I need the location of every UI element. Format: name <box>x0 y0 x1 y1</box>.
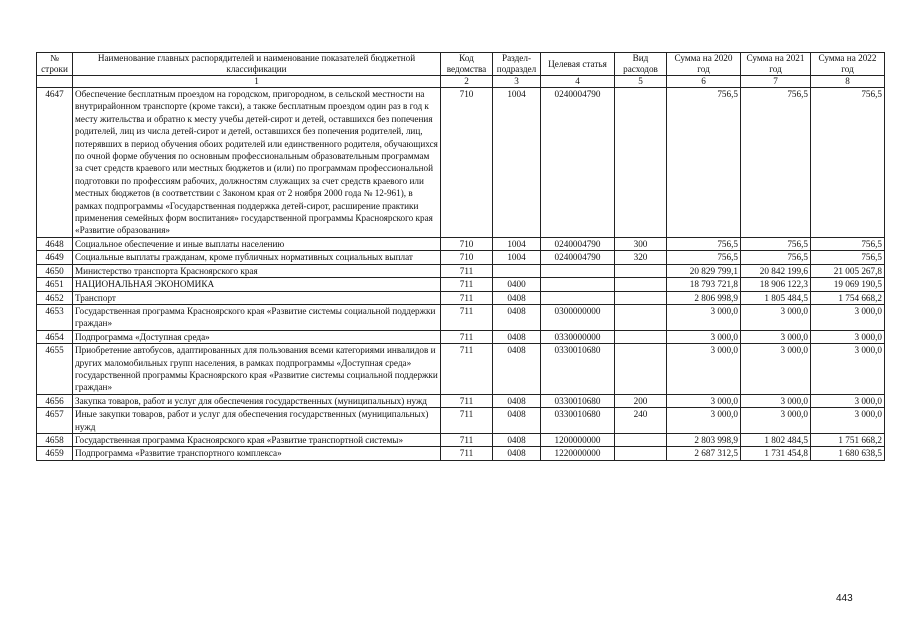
row-sum-2021: 1 802 484,5 <box>741 433 811 446</box>
row-sum-2021: 20 842 199,6 <box>741 264 811 277</box>
row-target: 1200000000 <box>541 433 615 446</box>
row-sum-2022: 3 000,0 <box>811 344 885 395</box>
table-row <box>37 447 885 460</box>
row-number: 4657 <box>37 408 73 434</box>
row-sum-2021: 3 000,0 <box>741 394 811 407</box>
row-target: 0330010680 <box>541 344 615 395</box>
column-index: 8 <box>811 76 885 88</box>
row-target: 0330000000 <box>541 330 615 343</box>
table-row <box>37 88 885 238</box>
row-exp-type <box>615 344 667 395</box>
table-row <box>37 433 885 446</box>
budget-table <box>36 52 885 461</box>
header-row <box>37 53 885 76</box>
row-sum-2022: 19 069 190,5 <box>811 278 885 291</box>
column-index: 1 <box>73 76 441 88</box>
row-dept-code: 711 <box>441 344 493 395</box>
header-sum-2020: Сумма на 2020 год <box>667 53 741 76</box>
row-dept-code: 711 <box>441 264 493 277</box>
header-section: Раздел-подраздел <box>493 53 541 76</box>
row-sum-2022: 756,5 <box>811 237 885 250</box>
row-dept-code: 711 <box>441 330 493 343</box>
row-exp-type <box>615 330 667 343</box>
row-sum-2020: 3 000,0 <box>667 394 741 407</box>
table-row <box>37 304 885 330</box>
row-number: 4656 <box>37 394 73 407</box>
row-sum-2020: 756,5 <box>667 237 741 250</box>
row-sum-2021: 1 731 454,8 <box>741 447 811 460</box>
table-row <box>37 344 885 395</box>
row-exp-type <box>615 88 667 238</box>
row-sum-2021: 756,5 <box>741 237 811 250</box>
row-sum-2020: 3 000,0 <box>667 408 741 434</box>
column-index: 7 <box>741 76 811 88</box>
row-sum-2020: 3 000,0 <box>667 344 741 395</box>
table-row <box>37 264 885 277</box>
row-dept-code: 710 <box>441 88 493 238</box>
row-section: 0408 <box>493 291 541 304</box>
row-exp-type: 320 <box>615 251 667 264</box>
row-sum-2020: 2 687 312,5 <box>667 447 741 460</box>
row-section: 0408 <box>493 408 541 434</box>
row-target: 0240004790 <box>541 88 615 238</box>
table-row <box>37 278 885 291</box>
row-sum-2022: 3 000,0 <box>811 394 885 407</box>
column-index-row <box>37 76 885 88</box>
row-section: 0408 <box>493 304 541 330</box>
row-number: 4647 <box>37 88 73 238</box>
column-index: 4 <box>541 76 615 88</box>
row-exp-type: 300 <box>615 237 667 250</box>
row-name: Подпрограмма «Доступная среда» <box>73 330 441 343</box>
row-dept-code: 711 <box>441 291 493 304</box>
row-target: 0240004790 <box>541 251 615 264</box>
row-sum-2022: 756,5 <box>811 251 885 264</box>
row-name: Приобретение автобусов, адаптированных для пользования всеми категориями инвалидов и других маломобильных групп населения, в рамках подпрограммы «Доступная среда» государственной программы Красноярского края «Развитие системы социальной поддержки граждан» <box>73 344 441 395</box>
row-section: 0408 <box>493 433 541 446</box>
row-sum-2022: 3 000,0 <box>811 408 885 434</box>
header-exp-type: Вид расходов <box>615 53 667 76</box>
row-name: Министерство транспорта Красноярского края <box>73 264 441 277</box>
row-sum-2021: 3 000,0 <box>741 408 811 434</box>
row-sum-2021: 756,5 <box>741 251 811 264</box>
row-sum-2020: 2 803 998,9 <box>667 433 741 446</box>
row-sum-2021: 18 906 122,3 <box>741 278 811 291</box>
row-number: 4654 <box>37 330 73 343</box>
row-exp-type: 240 <box>615 408 667 434</box>
row-dept-code: 711 <box>441 394 493 407</box>
row-section: 1004 <box>493 251 541 264</box>
header-dept-code: Код ведомства <box>441 53 493 76</box>
row-sum-2020: 2 806 998,9 <box>667 291 741 304</box>
row-target: 1220000000 <box>541 447 615 460</box>
row-sum-2020: 3 000,0 <box>667 304 741 330</box>
row-number: 4658 <box>37 433 73 446</box>
table-row <box>37 237 885 250</box>
row-section: 0400 <box>493 278 541 291</box>
header-target: Целевая статья <box>541 53 615 76</box>
row-number: 4655 <box>37 344 73 395</box>
header-name: Наименование главных распорядителей и наименование показателей бюджетной классификации <box>73 53 441 76</box>
row-sum-2022: 1 680 638,5 <box>811 447 885 460</box>
row-dept-code: 711 <box>441 304 493 330</box>
row-target: 0330010680 <box>541 408 615 434</box>
row-section: 0408 <box>493 394 541 407</box>
row-section: 1004 <box>493 237 541 250</box>
column-index: 6 <box>667 76 741 88</box>
table-row <box>37 394 885 407</box>
row-sum-2022: 756,5 <box>811 88 885 238</box>
row-number: 4651 <box>37 278 73 291</box>
row-name: Иные закупки товаров, работ и услуг для обеспечения государственных (муниципальных) нужд <box>73 408 441 434</box>
row-name: Государственная программа Красноярского края «Развитие системы социальной поддержки граждан» <box>73 304 441 330</box>
row-section: 0408 <box>493 330 541 343</box>
row-sum-2020: 756,5 <box>667 88 741 238</box>
row-name: Социальные выплаты гражданам, кроме публичных нормативных социальных выплат <box>73 251 441 264</box>
row-sum-2022: 1 751 668,2 <box>811 433 885 446</box>
table-row <box>37 291 885 304</box>
row-sum-2021: 3 000,0 <box>741 344 811 395</box>
table-body <box>37 88 885 461</box>
row-target <box>541 264 615 277</box>
row-exp-type <box>615 447 667 460</box>
table-row <box>37 408 885 434</box>
row-section: 1004 <box>493 88 541 238</box>
row-section <box>493 264 541 277</box>
row-sum-2022: 1 754 668,2 <box>811 291 885 304</box>
row-dept-code: 711 <box>441 408 493 434</box>
row-name: НАЦИОНАЛЬНАЯ ЭКОНОМИКА <box>73 278 441 291</box>
column-index: 2 <box>441 76 493 88</box>
row-section: 0408 <box>493 447 541 460</box>
row-name: Подпрограмма «Развитие транспортного комплекса» <box>73 447 441 460</box>
row-dept-code: 710 <box>441 251 493 264</box>
row-dept-code: 710 <box>441 237 493 250</box>
header-sum-2022: Сумма на 2022 год <box>811 53 885 76</box>
row-target: 0240004790 <box>541 237 615 250</box>
row-target: 0300000000 <box>541 304 615 330</box>
row-name: Транспорт <box>73 291 441 304</box>
row-exp-type: 200 <box>615 394 667 407</box>
row-dept-code: 711 <box>441 278 493 291</box>
row-sum-2021: 756,5 <box>741 88 811 238</box>
row-exp-type <box>615 278 667 291</box>
row-sum-2021: 3 000,0 <box>741 330 811 343</box>
row-section: 0408 <box>493 344 541 395</box>
row-name: Социальное обеспечение и иные выплаты населению <box>73 237 441 250</box>
row-name: Закупка товаров, работ и услуг для обеспечения государственных (муниципальных) нужд <box>73 394 441 407</box>
row-sum-2021: 3 000,0 <box>741 304 811 330</box>
row-exp-type <box>615 433 667 446</box>
row-sum-2020: 18 793 721,8 <box>667 278 741 291</box>
table-row <box>37 330 885 343</box>
row-number: 4653 <box>37 304 73 330</box>
row-name: Государственная программа Красноярского края «Развитие транспортной системы» <box>73 433 441 446</box>
row-number: 4652 <box>37 291 73 304</box>
header-sum-2021: Сумма на 2021 год <box>741 53 811 76</box>
row-number: 4648 <box>37 237 73 250</box>
column-index <box>37 76 73 88</box>
column-index: 3 <box>493 76 541 88</box>
row-sum-2020: 3 000,0 <box>667 330 741 343</box>
page-number: 443 <box>836 593 853 604</box>
table-row <box>37 251 885 264</box>
row-target <box>541 278 615 291</box>
row-dept-code: 711 <box>441 447 493 460</box>
row-dept-code: 711 <box>441 433 493 446</box>
column-index: 5 <box>615 76 667 88</box>
row-sum-2022: 21 005 267,8 <box>811 264 885 277</box>
row-sum-2020: 756,5 <box>667 251 741 264</box>
row-sum-2022: 3 000,0 <box>811 304 885 330</box>
row-exp-type <box>615 304 667 330</box>
row-sum-2021: 1 805 484,5 <box>741 291 811 304</box>
row-exp-type <box>615 291 667 304</box>
row-sum-2022: 3 000,0 <box>811 330 885 343</box>
row-number: 4659 <box>37 447 73 460</box>
header-row-no: № строки <box>37 53 73 76</box>
row-number: 4649 <box>37 251 73 264</box>
row-number: 4650 <box>37 264 73 277</box>
row-name: Обеспечение бесплатным проездом на городском, пригородном, в сельской местности на внутрирайонном транспорте (кроме такси), а также бесплатным проездом один раз в год к месту жительства и обратно к месту учебы детей-сирот и детей, оставшихся без попечения родителей, лиц из числа детей-сирот и детей, оставшихся без попечения родителей, лиц, потерявших в период обучения обоих родителей или единственного родителя, обучающихся по очной форме обучения по основным профессиональным образовательным программам за счет средств краевого или местных бюджетов и (или) по программам профессиональной подготовки по профессиям рабочих, должностям служащих за счет средств краевого или местных бюджетов (в соответствии с Законом края от 2 ноября 2000 года № 12-961), в рамках подпрограммы «Государственная поддержка детей-сирот, расширение практики применения семейных форм воспитания» государственной программы Красноярского края «Развитие образования» <box>73 88 441 238</box>
row-exp-type <box>615 264 667 277</box>
row-target <box>541 291 615 304</box>
row-target: 0330010680 <box>541 394 615 407</box>
row-sum-2020: 20 829 799,1 <box>667 264 741 277</box>
